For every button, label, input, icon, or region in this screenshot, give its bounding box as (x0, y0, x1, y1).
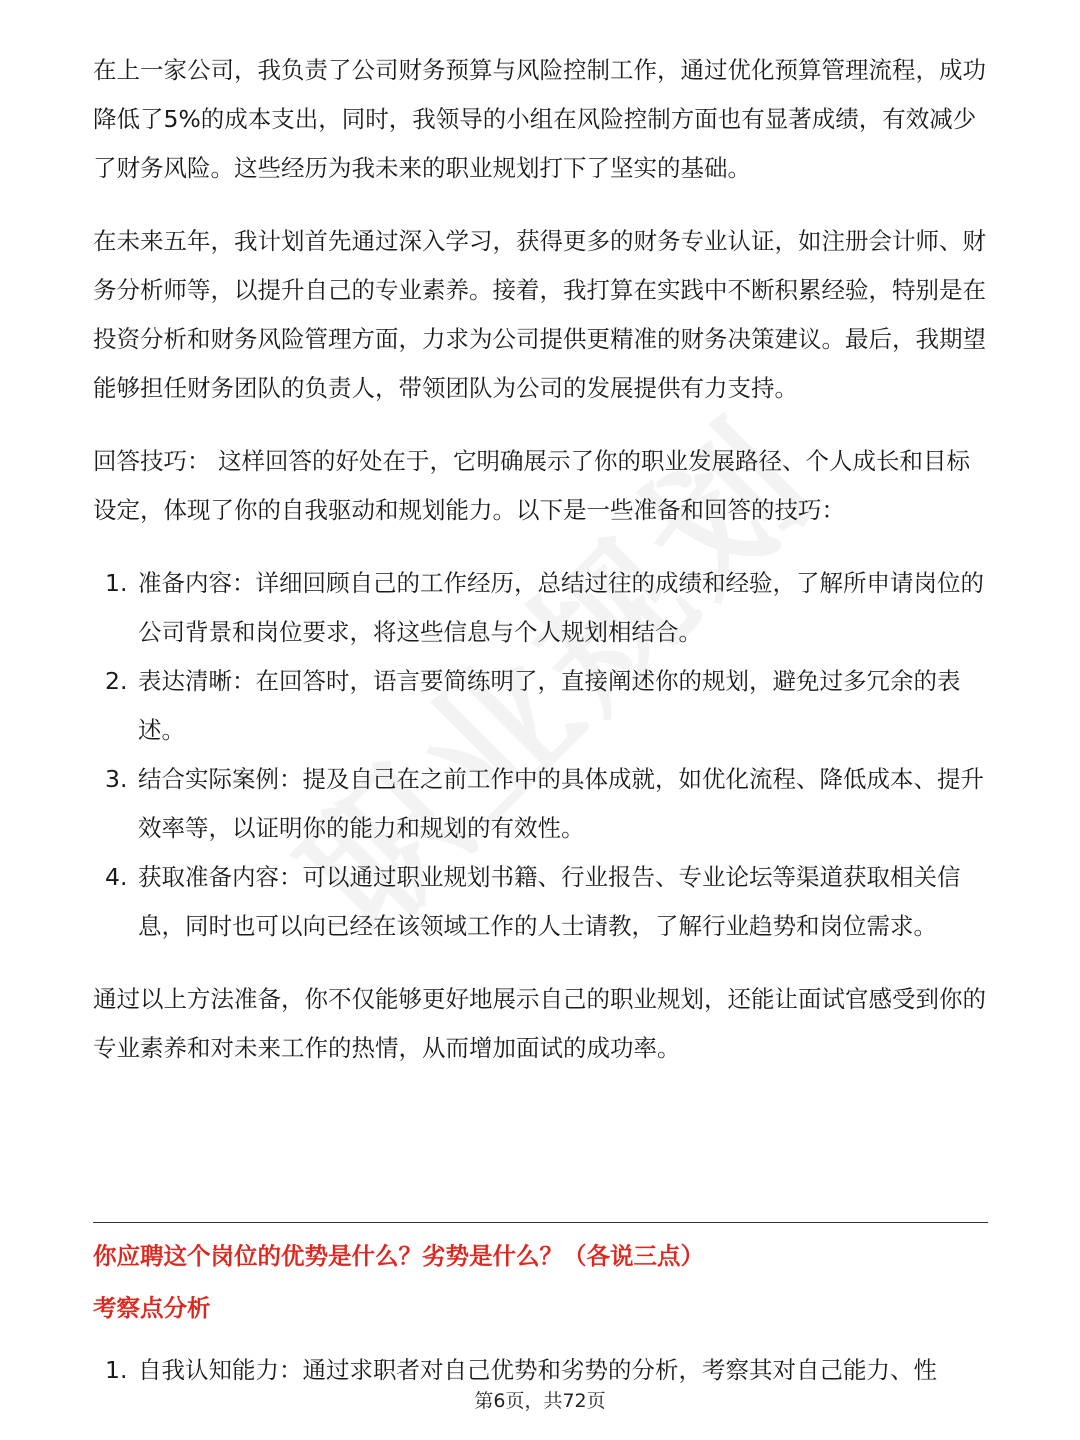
paragraph-conclusion: 通过以上方法准备，你不仅能够更好地展示自己的职业规划，还能让面试官感受到你的专业素养和对未来工作的热情，从而增加面试的成功率。 (93, 985, 986, 1062)
list-item (93, 755, 988, 853)
section-divider (93, 1222, 988, 1223)
paragraph-five-year-plan: 在未来五年，我计划首先通过深入学习，获得更多的财务专业认证，如注册会计师、财务分析师等，以提升自己的专业素养。接着，我打算在实践中不断积累经验，特别是在投资分析和财务风险管理方面，力求为公司提供更精准的财务决策建议。最后，我期望能够担任财务团队的负责人，带领团队为公司的发展提供有力支持。 (93, 227, 986, 402)
tips-list (93, 559, 988, 951)
list-number: 1. (105, 569, 128, 597)
list-item (93, 1352, 988, 1388)
document-body (93, 46, 988, 1097)
list-number: 2. (105, 667, 128, 695)
list-text: 获取准备内容：可以通过职业规划书籍、行业报告、专业论坛等渠道获取相关信息，同时也可以向已经在该领域工作的人士请教，了解行业趋势和岗位需求。 (138, 863, 961, 940)
list-text: 表达清晰：在回答时，语言要简练明了，直接阐述你的规划，避免过多冗余的表述。 (138, 667, 961, 744)
list-number: 3. (105, 765, 128, 793)
list-item (93, 657, 988, 755)
paragraph-answer-tips: 回答技巧： 这样回答的好处在于，它明确展示了你的职业发展路径、个人成长和目标设定，体现了你的自我驱动和规划能力。以下是一些准备和回答的技巧： (93, 447, 970, 524)
analysis-heading: 考察点分析 (93, 1294, 211, 1322)
list-text: 自我认知能力：通过求职者对自己优势和劣势的分析，考察其对自己能力、性 (138, 1356, 937, 1384)
list-number: 4. (105, 863, 128, 891)
paragraph-experience: 在上一家公司，我负责了公司财务预算与风险控制工作，通过优化预算管理流程，成功降低了5%的成本支出，同时，我领导的小组在风险控制方面也有显著成绩，有效减少了财务风险。这些经历为我未来的职业规划打下了坚实的基础。 (93, 56, 986, 182)
list-number: 1. (105, 1356, 128, 1384)
page-footer: 第6页，共72页 (474, 1390, 606, 1412)
list-item (93, 559, 988, 657)
question-heading: 你应聘这个岗位的优势是什么？劣势是什么？（各说三点） (93, 1242, 704, 1270)
list-text: 结合实际案例：提及自己在之前工作中的具体成就，如优化流程、降低成本、提升效率等，以证明你的能力和规划的有效性。 (138, 765, 984, 842)
list-text: 准备内容：详细回顾自己的工作经历，总结过往的成绩和经验，了解所申请岗位的公司背景和岗位要求，将这些信息与个人规划相结合。 (138, 569, 984, 646)
list-item (93, 853, 988, 951)
